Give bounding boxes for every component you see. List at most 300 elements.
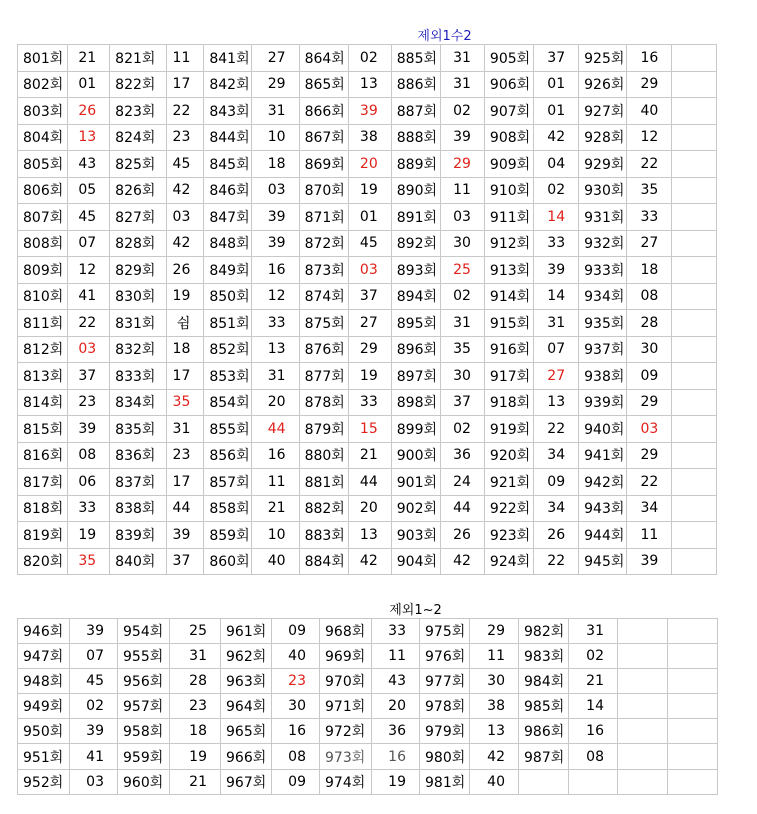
round-number: 29 — [251, 71, 299, 98]
round-label: 950회 — [18, 719, 70, 744]
round-number: 23 — [166, 124, 203, 151]
round-label: 918회 — [484, 389, 533, 416]
round-label: 825회 — [110, 151, 167, 178]
round-label: 930회 — [579, 177, 627, 204]
round-label: 968회 — [320, 619, 372, 644]
round-number: 27 — [533, 363, 579, 390]
round-number: 42 — [349, 548, 392, 575]
round-number: 41 — [70, 744, 118, 769]
round-number: 15 — [349, 416, 392, 443]
round-number: 23 — [272, 669, 320, 694]
round-number: 44 — [441, 495, 485, 522]
round-number: 25 — [441, 257, 485, 284]
round-number: 16 — [569, 719, 618, 744]
round-label: 952회 — [18, 769, 70, 794]
round-number: 39 — [533, 257, 579, 284]
round-number: 36 — [441, 442, 485, 469]
round-number: 33 — [626, 204, 672, 231]
round-number: 02 — [569, 644, 618, 669]
round-label: 836회 — [110, 442, 167, 469]
round-label: 984회 — [519, 669, 569, 694]
empty-cell — [672, 363, 717, 390]
round-number: 22 — [67, 310, 110, 337]
round-number: 13 — [349, 71, 392, 98]
round-label: 883회 — [299, 522, 349, 549]
table-row — [18, 45, 717, 72]
round-label: 824회 — [110, 124, 167, 151]
round-label: 917회 — [484, 363, 533, 390]
round-label: 910회 — [484, 177, 533, 204]
round-label: 808회 — [18, 230, 68, 257]
round-number: 39 — [251, 230, 299, 257]
round-number: 03 — [349, 257, 392, 284]
table-row — [18, 669, 718, 694]
round-number: 23 — [67, 389, 110, 416]
round-number: 23 — [170, 694, 221, 719]
round-number: 30 — [272, 694, 320, 719]
round-number: 33 — [533, 230, 579, 257]
round-label: 905회 — [484, 45, 533, 72]
round-label: 874회 — [299, 283, 349, 310]
round-number: 05 — [67, 177, 110, 204]
round-number: 31 — [441, 310, 485, 337]
round-label: 814회 — [18, 389, 68, 416]
round-label: 837회 — [110, 469, 167, 496]
empty-cell — [668, 619, 718, 644]
round-number: 29 — [349, 336, 392, 363]
round-label: 940회 — [579, 416, 627, 443]
round-label: 932회 — [579, 230, 627, 257]
round-number: 21 — [251, 495, 299, 522]
round-label: 922회 — [484, 495, 533, 522]
round-label: 971회 — [320, 694, 372, 719]
round-number: 06 — [67, 469, 110, 496]
table-row — [18, 416, 717, 443]
round-label: 872회 — [299, 230, 349, 257]
round-label: 964회 — [221, 694, 272, 719]
round-number: 21 — [170, 769, 221, 794]
section1-title: 제외1수2 — [417, 29, 472, 44]
round-label: 842회 — [204, 71, 252, 98]
round-number: 25 — [170, 619, 221, 644]
round-number: 21 — [349, 442, 392, 469]
round-number: 39 — [70, 619, 118, 644]
empty-cell — [672, 336, 717, 363]
round-label: 887회 — [391, 98, 441, 125]
round-number: 39 — [441, 124, 485, 151]
round-number: 22 — [626, 151, 672, 178]
empty-cell — [668, 644, 718, 669]
round-number: 33 — [349, 389, 392, 416]
empty-cell — [618, 669, 668, 694]
round-label: 954회 — [118, 619, 170, 644]
round-number: 42 — [166, 177, 203, 204]
round-label: 925회 — [579, 45, 627, 72]
round-label: 972회 — [320, 719, 372, 744]
round-label: 902회 — [391, 495, 441, 522]
round-label: 832회 — [110, 336, 167, 363]
round-label: 827회 — [110, 204, 167, 231]
round-number: 40 — [272, 644, 320, 669]
round-label: 911회 — [484, 204, 533, 231]
round-label: 967회 — [221, 769, 272, 794]
round-number: 19 — [349, 177, 392, 204]
round-number: 17 — [166, 469, 203, 496]
round-label: 974회 — [320, 769, 372, 794]
round-number: 17 — [166, 363, 203, 390]
round-number: 02 — [441, 416, 485, 443]
round-number: 23 — [166, 442, 203, 469]
table-row — [18, 336, 717, 363]
round-number: 20 — [372, 694, 420, 719]
round-number: 44 — [251, 416, 299, 443]
round-number: 03 — [67, 336, 110, 363]
round-number: 09 — [272, 769, 320, 794]
round-number: 22 — [626, 469, 672, 496]
round-number: 41 — [67, 283, 110, 310]
empty-cell — [618, 744, 668, 769]
round-number: 26 — [441, 522, 485, 549]
round-label: 822회 — [110, 71, 167, 98]
round-label: 810회 — [18, 283, 68, 310]
round-label: 900회 — [391, 442, 441, 469]
round-label: 890회 — [391, 177, 441, 204]
round-label: 807회 — [18, 204, 68, 231]
round-label: 804회 — [18, 124, 68, 151]
round-label: 955회 — [118, 644, 170, 669]
round-number: 35 — [626, 177, 672, 204]
table-row — [18, 151, 717, 178]
empty-cell — [672, 548, 717, 575]
round-number: 09 — [272, 619, 320, 644]
round-label: 857회 — [204, 469, 252, 496]
round-label: 941회 — [579, 442, 627, 469]
round-number: 19 — [170, 744, 221, 769]
round-number: 34 — [533, 495, 579, 522]
round-label: 813회 — [18, 363, 68, 390]
round-number: 31 — [251, 98, 299, 125]
round-label: 933회 — [579, 257, 627, 284]
round-number: 34 — [533, 442, 579, 469]
round-label: 815회 — [18, 416, 68, 443]
round-label: 929회 — [579, 151, 627, 178]
round-number: 17 — [166, 71, 203, 98]
round-label: 958회 — [118, 719, 170, 744]
empty-cell — [618, 694, 668, 719]
round-label: 819회 — [18, 522, 68, 549]
round-number: 31 — [251, 363, 299, 390]
round-number: 37 — [349, 283, 392, 310]
round-number: 40 — [470, 769, 519, 794]
round-number: 18 — [166, 336, 203, 363]
round-number: 18 — [170, 719, 221, 744]
round-number: 31 — [166, 416, 203, 443]
round-label: 906회 — [484, 71, 533, 98]
round-label: 894회 — [391, 283, 441, 310]
round-label: 845회 — [204, 151, 252, 178]
round-label: 839회 — [110, 522, 167, 549]
round-number: 11 — [372, 644, 420, 669]
round-label: 985회 — [519, 694, 569, 719]
round-label: 924회 — [484, 548, 533, 575]
round-number: 45 — [67, 204, 110, 231]
round-number: 39 — [251, 204, 299, 231]
round-label: 921회 — [484, 469, 533, 496]
round-label: 909회 — [484, 151, 533, 178]
table-row — [18, 363, 717, 390]
round-number: 03 — [70, 769, 118, 794]
round-number: 22 — [533, 548, 579, 575]
round-label: 833회 — [110, 363, 167, 390]
round-label: 935회 — [579, 310, 627, 337]
round-number: 08 — [569, 744, 618, 769]
round-number: 26 — [166, 257, 203, 284]
round-label: 882회 — [299, 495, 349, 522]
round-label: 852회 — [204, 336, 252, 363]
round-number: 03 — [166, 204, 203, 231]
round-number: 44 — [349, 469, 392, 496]
empty-cell — [672, 416, 717, 443]
round-number: 19 — [372, 769, 420, 794]
round-label: 865회 — [299, 71, 349, 98]
round-number: 쉼 — [166, 310, 203, 337]
round-number: 29 — [626, 389, 672, 416]
round-number: 19 — [166, 283, 203, 310]
table-row — [18, 644, 718, 669]
round-number: 29 — [626, 71, 672, 98]
round-label: 956회 — [118, 669, 170, 694]
round-label: 851회 — [204, 310, 252, 337]
round-number: 12 — [251, 283, 299, 310]
round-label: 980회 — [420, 744, 470, 769]
round-number: 33 — [372, 619, 420, 644]
round-number: 09 — [533, 469, 579, 496]
round-label: 931회 — [579, 204, 627, 231]
round-number: 13 — [67, 124, 110, 151]
round-number: 21 — [67, 45, 110, 72]
round-number: 33 — [251, 310, 299, 337]
round-number: 14 — [533, 204, 579, 231]
round-label: 914회 — [484, 283, 533, 310]
round-label: 873회 — [299, 257, 349, 284]
table-row — [18, 548, 717, 575]
round-label: 870회 — [299, 177, 349, 204]
round-number: 27 — [251, 45, 299, 72]
round-label: 892회 — [391, 230, 441, 257]
empty-cell — [618, 619, 668, 644]
empty-cell — [672, 442, 717, 469]
round-label: 848회 — [204, 230, 252, 257]
round-number: 10 — [251, 522, 299, 549]
round-label: 866회 — [299, 98, 349, 125]
round-number: 31 — [441, 45, 485, 72]
round-label: 978회 — [420, 694, 470, 719]
round-number: 37 — [533, 45, 579, 72]
round-label: 806회 — [18, 177, 68, 204]
round-number: 16 — [251, 257, 299, 284]
round-number: 40 — [251, 548, 299, 575]
round-number: 30 — [470, 669, 519, 694]
round-label: 934회 — [579, 283, 627, 310]
round-number: 24 — [441, 469, 485, 496]
round-number: 29 — [441, 151, 485, 178]
round-label: 945회 — [579, 548, 627, 575]
round-number: 39 — [166, 522, 203, 549]
round-label: 899회 — [391, 416, 441, 443]
empty-cell — [668, 769, 718, 794]
round-number: 35 — [67, 548, 110, 575]
round-label: 898회 — [391, 389, 441, 416]
empty-cell — [618, 644, 668, 669]
round-label: 907회 — [484, 98, 533, 125]
round-number: 02 — [441, 98, 485, 125]
round-number: 21 — [569, 669, 618, 694]
round-label: 961회 — [221, 619, 272, 644]
round-number: 16 — [372, 744, 420, 769]
round-label: 885회 — [391, 45, 441, 72]
empty-cell — [672, 230, 717, 257]
round-number: 39 — [67, 416, 110, 443]
round-label: 946회 — [18, 619, 70, 644]
round-label: 809회 — [18, 257, 68, 284]
empty-cell — [672, 310, 717, 337]
round-label: 977회 — [420, 669, 470, 694]
round-label: 854회 — [204, 389, 252, 416]
round-label: 802회 — [18, 71, 68, 98]
round-label: 903회 — [391, 522, 441, 549]
empty-cell — [672, 45, 717, 72]
round-label: 871회 — [299, 204, 349, 231]
round-label: 818회 — [18, 495, 68, 522]
empty-cell — [668, 719, 718, 744]
round-number: 12 — [626, 124, 672, 151]
round-label: 858회 — [204, 495, 252, 522]
round-label: 963회 — [221, 669, 272, 694]
round-label: 986회 — [519, 719, 569, 744]
empty-cell — [569, 769, 618, 794]
round-label: 891회 — [391, 204, 441, 231]
table-row — [18, 694, 718, 719]
round-label: 835회 — [110, 416, 167, 443]
round-label: 923회 — [484, 522, 533, 549]
empty-cell — [672, 124, 717, 151]
round-label: 823회 — [110, 98, 167, 125]
round-number: 22 — [166, 98, 203, 125]
round-label: 828회 — [110, 230, 167, 257]
round-label: 884회 — [299, 548, 349, 575]
round-number: 33 — [67, 495, 110, 522]
round-number: 18 — [251, 151, 299, 178]
round-label: 962회 — [221, 644, 272, 669]
round-number: 13 — [251, 336, 299, 363]
round-label: 982회 — [519, 619, 569, 644]
round-label: 834회 — [110, 389, 167, 416]
round-label: 912회 — [484, 230, 533, 257]
round-number: 02 — [70, 694, 118, 719]
round-number: 11 — [441, 177, 485, 204]
round-label: 897회 — [391, 363, 441, 390]
round-label: 965회 — [221, 719, 272, 744]
round-label: 957회 — [118, 694, 170, 719]
round-number: 11 — [251, 469, 299, 496]
round-label: 843회 — [204, 98, 252, 125]
round-number: 42 — [166, 230, 203, 257]
empty-cell — [672, 71, 717, 98]
round-label: 880회 — [299, 442, 349, 469]
round-number: 04 — [533, 151, 579, 178]
round-label: 850회 — [204, 283, 252, 310]
round-number: 38 — [349, 124, 392, 151]
round-number: 16 — [272, 719, 320, 744]
round-label: 916회 — [484, 336, 533, 363]
empty-cell — [672, 495, 717, 522]
round-label: 853회 — [204, 363, 252, 390]
round-number: 43 — [67, 151, 110, 178]
round-number: 13 — [533, 389, 579, 416]
round-label: 895회 — [391, 310, 441, 337]
round-number: 26 — [67, 98, 110, 125]
round-number: 22 — [533, 416, 579, 443]
round-number: 42 — [533, 124, 579, 151]
round-number: 14 — [533, 283, 579, 310]
round-label: 855회 — [204, 416, 252, 443]
lottery-table-2 — [17, 618, 718, 795]
table-row — [18, 124, 717, 151]
table-row — [18, 442, 717, 469]
round-label: 973회 — [320, 744, 372, 769]
round-number: 12 — [67, 257, 110, 284]
round-label: 878회 — [299, 389, 349, 416]
round-label: 849회 — [204, 257, 252, 284]
round-label: 976회 — [420, 644, 470, 669]
round-number: 07 — [70, 644, 118, 669]
round-number: 07 — [67, 230, 110, 257]
round-number: 01 — [533, 98, 579, 125]
round-label: 879회 — [299, 416, 349, 443]
round-label: 949회 — [18, 694, 70, 719]
round-number: 43 — [372, 669, 420, 694]
round-number: 03 — [441, 204, 485, 231]
round-label: 919회 — [484, 416, 533, 443]
round-number: 31 — [533, 310, 579, 337]
round-number: 30 — [441, 363, 485, 390]
round-label: 876회 — [299, 336, 349, 363]
round-label: 830회 — [110, 283, 167, 310]
empty-cell — [672, 389, 717, 416]
round-number: 44 — [166, 495, 203, 522]
round-number: 20 — [251, 389, 299, 416]
empty-cell — [672, 151, 717, 178]
table-row — [18, 283, 717, 310]
round-label: 844회 — [204, 124, 252, 151]
round-label: 987회 — [519, 744, 569, 769]
round-number: 19 — [67, 522, 110, 549]
round-number: 30 — [626, 336, 672, 363]
round-number: 18 — [626, 257, 672, 284]
round-label: 904회 — [391, 548, 441, 575]
round-number: 28 — [170, 669, 221, 694]
table-row — [18, 389, 717, 416]
round-label: 888회 — [391, 124, 441, 151]
round-number: 38 — [470, 694, 519, 719]
round-label: 975회 — [420, 619, 470, 644]
round-label: 889회 — [391, 151, 441, 178]
round-number: 40 — [626, 98, 672, 125]
round-label: 838회 — [110, 495, 167, 522]
round-label: 979회 — [420, 719, 470, 744]
round-label: 969회 — [320, 644, 372, 669]
round-label: 841회 — [204, 45, 252, 72]
